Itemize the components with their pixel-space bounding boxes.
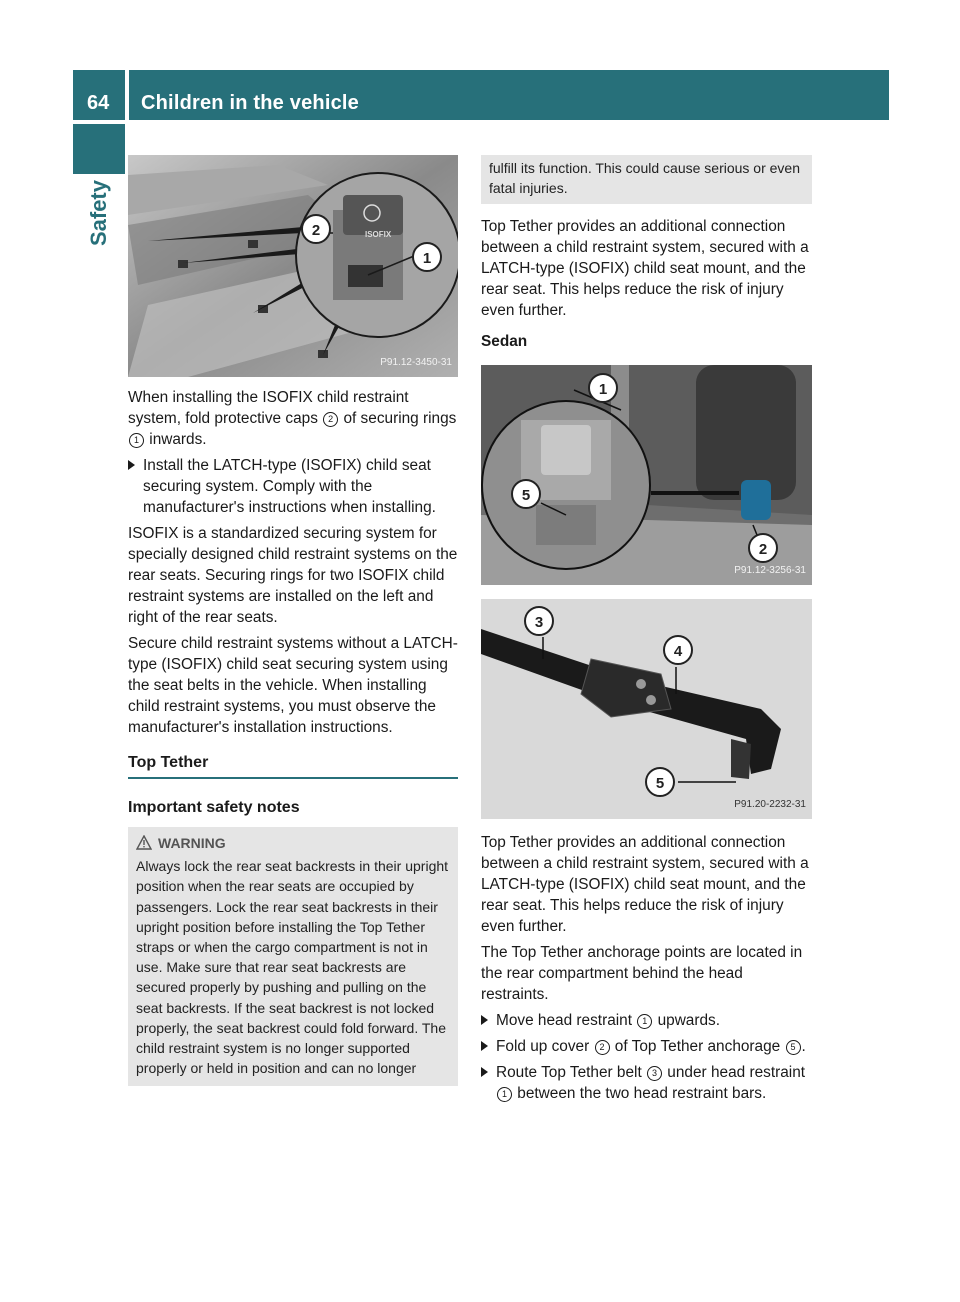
step-route-belt: Route Top Tether belt 3 under head restraint 1 between the two head restraint bars. xyxy=(481,1062,812,1104)
section-tab xyxy=(73,124,125,174)
chapter-title: Children in the vehicle xyxy=(141,92,359,114)
step-arrow-icon xyxy=(481,1015,488,1025)
isofix-callout-2: 2 xyxy=(301,214,331,244)
tether-figure xyxy=(481,599,812,819)
step-arrow-icon xyxy=(481,1041,488,1051)
sedan-callout-2: 2 xyxy=(748,533,778,563)
anchorage-location: The Top Tether anchorage points are located in the rear compartment behind the head restraints. xyxy=(481,944,803,1004)
step-move-head-restraint: Move head restraint 1 upwards. xyxy=(481,1010,812,1031)
seat-belt-instructions: Secure child restraint systems without a LATCH-type (ISOFIX) child seat securing system using the seat belts in the vehicle. When installing child restraint systems, you must observe the manufacturer's installation instructions. xyxy=(128,635,458,736)
svg-text:ISOFIX: ISOFIX xyxy=(365,230,392,239)
warning-triangle-icon xyxy=(136,835,152,850)
isofix-callout-1: 1 xyxy=(412,242,442,272)
page-number: 64 xyxy=(87,92,110,114)
marker-1: 1 xyxy=(129,433,144,448)
section-label xyxy=(84,180,114,360)
section-label-text: Safety xyxy=(86,180,111,247)
step-arrow-icon xyxy=(481,1067,488,1077)
warning-box xyxy=(128,827,458,1086)
isofix-description: ISOFIX is a standardized securing system for specially designed child restraint systems on the rear seats. Securing rings for two ISOFIX child restraint systems are installed on the left and right of the rear seats. xyxy=(128,525,458,626)
top-tether-description-2: Top Tether provides an additional connection between a child restraint system, secured with a LATCH-type (ISOFIX) child seat mount, and the rear seat. This helps reduce the risk of injury even further. xyxy=(481,834,809,936)
left-column xyxy=(128,155,458,1086)
warning-continued: fulfill its function. This could cause serious or even fatal injuries. xyxy=(481,155,812,204)
figure-code: P91.12-3450-31 xyxy=(380,357,452,368)
right-column xyxy=(481,155,812,1109)
warning-title: WARNING xyxy=(136,833,450,853)
page-number-box xyxy=(73,70,125,120)
isofix-figure xyxy=(128,155,458,377)
sedan-callout-5: 5 xyxy=(511,479,541,509)
tether-callout-3: 3 xyxy=(524,606,554,636)
figure-code: P91.12-3256-31 xyxy=(734,565,806,577)
marker-2: 2 xyxy=(323,412,338,427)
sedan-callout-1: 1 xyxy=(588,373,618,403)
tether-callout-5: 5 xyxy=(645,767,675,797)
step-install-latch: Install the LATCH-type (ISOFIX) child seat securing system. Comply with the manufacturer's instructions when installing. xyxy=(128,455,458,518)
section-heading-top-tether: Top Tether xyxy=(128,752,458,779)
top-tether-description: Top Tether provides an additional connection between a child restraint system, secured with a LATCH-type (ISOFIX) child seat mount, and the rear seat. This helps reduce the risk of injury even further. xyxy=(481,218,809,320)
step-arrow-icon xyxy=(128,460,135,470)
warning-text: Always lock the rear seat backrests in their upright position when the rear seats are occupied by passengers. Lock the rear seat backrests in their upright position before installing the Top Tether straps or when the cargo compartment is not in use. Make sure that rear seat backrests are secured properly by pushing and pulling on the seat backrests. If the seat backrest is not locked properly, the seat backrest could fold forward. The child restraint system is no longer supported properly or held in position and can no longer xyxy=(136,858,449,1077)
step-fold-cover: Fold up cover 2 of Top Tether anchorage 5 . xyxy=(481,1036,812,1057)
isofix-intro-paragraph: When installing the ISOFIX child restraint system, fold protective caps 2 of securing rings 1 inwards. xyxy=(128,389,457,448)
figure-code: P91.20-2232-31 xyxy=(734,799,806,811)
tether-callout-4: 4 xyxy=(663,635,693,665)
sedan-figure xyxy=(481,365,812,585)
sedan-heading: Sedan xyxy=(481,333,528,351)
subheading-safety-notes: Important safety notes xyxy=(128,799,300,816)
chapter-header xyxy=(129,70,889,120)
